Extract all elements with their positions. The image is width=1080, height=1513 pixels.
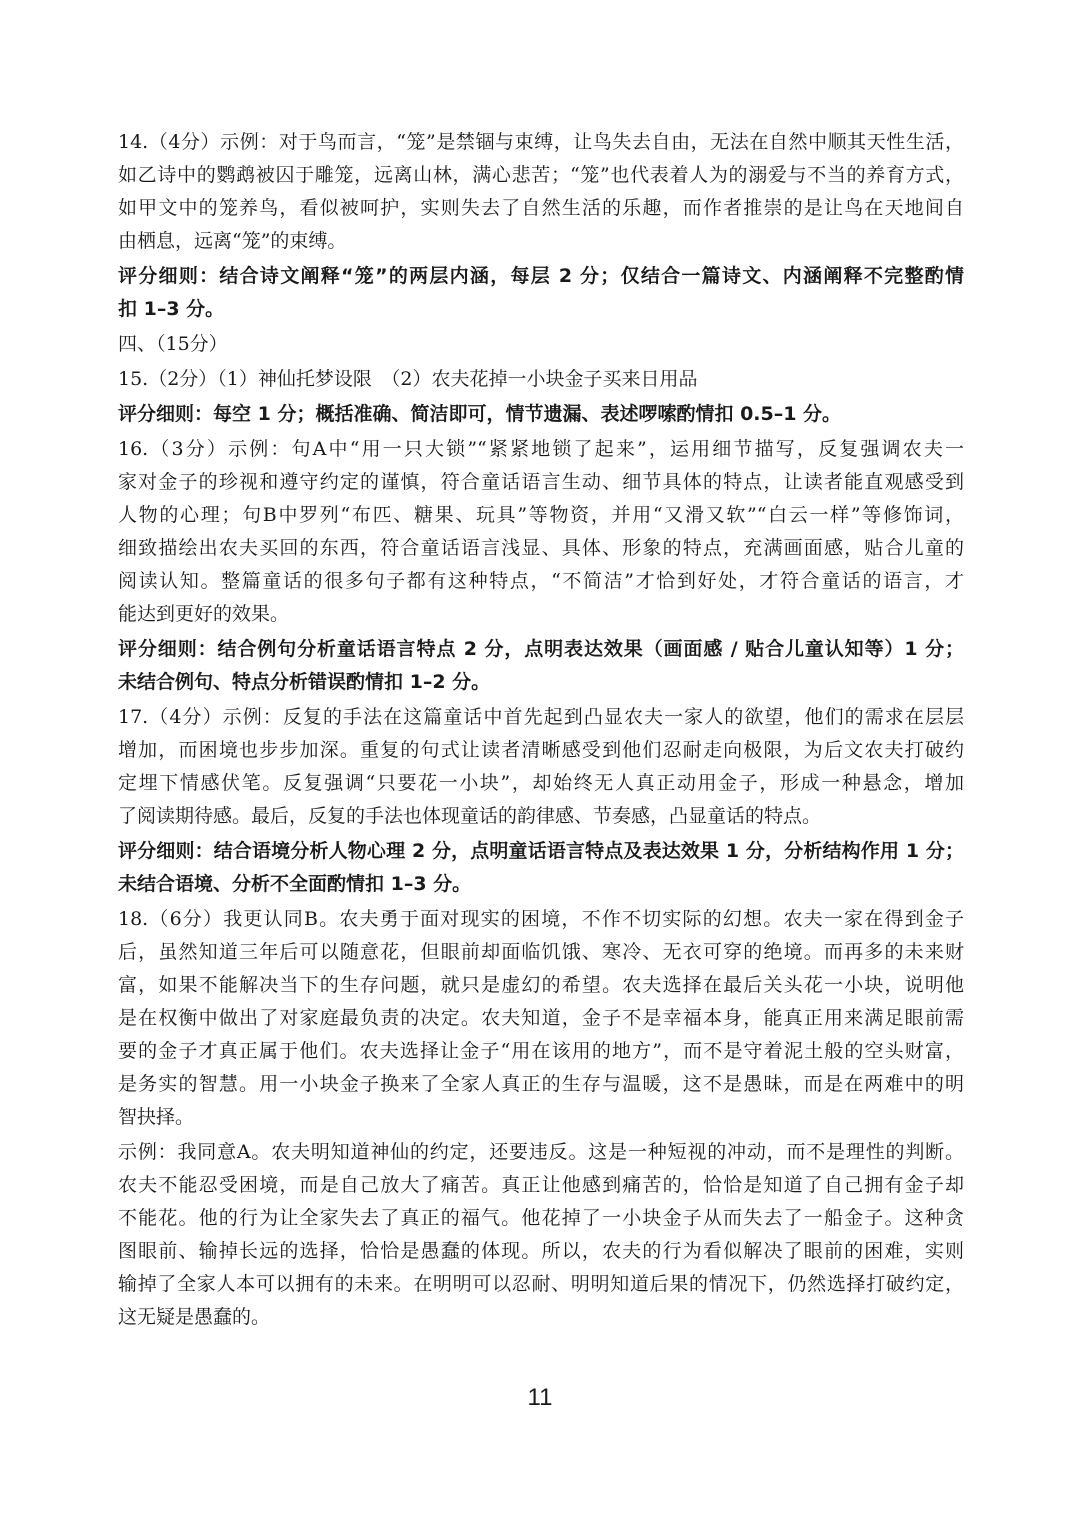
text-line: 如乙诗中的鹦鹉被囚于雕笼，远离山林，满心悲苦；“笼”也代表着人为的溺爱与不当的养育方式， [118,164,964,186]
q14-answer [118,126,964,258]
text-line: 未结合例句、特点分析错误酌情扣 1–2 分。 [118,671,491,693]
text-line: 能达到更好的效果。 [118,603,290,625]
text-line: 评分细则：结合诗文阐释“笼”的两层内涵，每层 2 分；仅结合一篇诗文、内涵阐释不完整酌情 [118,265,964,287]
text-line: 是务实的智慧。用一小块金子换来了全家人真正的生存与温暖，这不是愚昧，而是在两难中的明 [118,1073,964,1095]
text-line: 图眼前、输掉长远的选择，恰恰是愚蠢的体现。所以，农夫的行为看似解决了眼前的困难，实则 [118,1240,964,1262]
text-line: 家对金子的珍视和遵守约定的谨慎，符合童话语言生动、细节具体的特点，让读者能直观感受到 [118,471,964,493]
text-line: 要的金子才真正属于他们。农夫选择让金子“用在该用的地方”，而不是守着泥土般的空头财富， [118,1040,964,1062]
q14-scoring [118,260,964,326]
q17-scoring [118,835,964,901]
text-line: 农夫不能忍受困境，而是自己放大了痛苦。真正让他感到痛苦的，恰恰是知道了自己拥有金子却 [118,1174,964,1196]
text-line: 如甲文中的笼养鸟，看似被呵护，实则失去了自然生活的乐趣，而作者推崇的是让鸟在天地间自 [118,197,964,219]
page-number: 11 [527,1384,553,1411]
text-line: 富，如果不能解决当下的生存问题，就只是虚幻的希望。农夫选择在最后关头花一小块，说明他 [118,974,964,996]
text-line: 18.（6分）我更认同B。农夫勇于面对现实的困境，不作不切实际的幻想。农夫一家在得到金子 [118,908,964,930]
text-line: 由栖息，远离“笼”的束缚。 [118,230,347,252]
text-line: 16.（3分）示例：句A中“用一只大锁”“紧紧地锁了起来”，运用细节描写，反复强调农夫一 [118,438,964,460]
text-line: 评分细则：结合语境分析人物心理 2 分，点明童话语言特点及表达效果 1 分，分析结构作用 1 分； [118,840,964,862]
text-line: 阅读认知。整篇童话的很多句子都有这种特点，“不简洁”才恰到好处，才符合童话的语言，才 [118,570,964,592]
text-line: 是在权衡中做出了对家庭最负责的决定。农夫知道，金子不是幸福本身，能真正用来满足眼前需 [118,1007,964,1029]
text-line: 了阅读期待感。最后，反复的手法也体现童话的韵律感、节奏感，凸显童话的特点。 [118,805,822,827]
text-line: 评分细则：结合例句分析童话语言特点 2 分，点明表达效果（画面感 / 贴合儿童认知等）1 分； [118,638,964,660]
q16-answer [118,433,964,631]
q17-answer [118,701,964,833]
text-line: 扣 1–3 分。 [118,298,225,320]
q16-scoring [118,633,964,699]
text-line: 未结合语境、分析不全面酌情扣 1–3 分。 [118,873,472,895]
q15-answer [118,363,964,396]
document-body [118,126,964,1336]
text-line: 示例：我同意A。农夫明知道神仙的约定，还要违反。这是一种短视的冲动，而不是理性的判断。 [118,1141,964,1163]
text-line: 这无疑是愚蠢的。 [118,1306,271,1328]
q15-scoring [118,398,964,431]
text-line: 14.（4分）示例：对于鸟而言，“笼”是禁锢与束缚，让鸟失去自由，无法在自然中顺其天性生活， [118,131,964,153]
section-4-heading [118,328,964,361]
text-line: 增加，而困境也步步加深。重复的句式让读者清晰感受到他们忍耐走向极限，为后文农夫打破约 [118,739,964,761]
text-line: 15.（2分）（1）神仙托梦设限 （2）农夫花掉一小块金子买来日用品 [118,368,698,390]
text-line: 定埋下情感伏笔。反复强调“只要花一小块”，却始终无人真正动用金子，形成一种悬念，增加 [118,772,964,794]
text-line: 人物的心理；句B中罗列“布匹、糖果、玩具”等物资，并用“又滑又软”“白云一样”等修饰词， [118,504,964,526]
text-line: 细致描绘出农夫买回的东西，符合童话语言浅显、具体、形象的特点，充满画面感，贴合儿童的 [118,537,964,559]
text-line: 智抉择。 [118,1106,195,1128]
text-line: 后，虽然知道三年后可以随意花，但眼前却面临饥饿、寒冷、无衣可穿的绝境。而再多的未来财 [118,941,964,963]
text-line: 四、（15分） [118,333,228,355]
q18-answer-b [118,903,964,1134]
text-line: 17.（4分）示例：反复的手法在这篇童话中首先起到凸显农夫一家人的欲望，他们的需求在层层 [118,706,964,728]
text-line: 输掉了全家人本可以拥有的未来。在明明可以忍耐、明明知道后果的情况下，仍然选择打破约定， [118,1273,964,1295]
text-line: 不能花。他的行为让全家失去了真正的福气。他花掉了一小块金子从而失去了一船金子。这种贪 [118,1207,964,1229]
text-line: 评分细则：每空 1 分；概括准确、简洁即可，情节遗漏、表述啰嗦酌情扣 0.5–1 分。 [118,403,842,425]
q18-answer-a [118,1136,964,1334]
